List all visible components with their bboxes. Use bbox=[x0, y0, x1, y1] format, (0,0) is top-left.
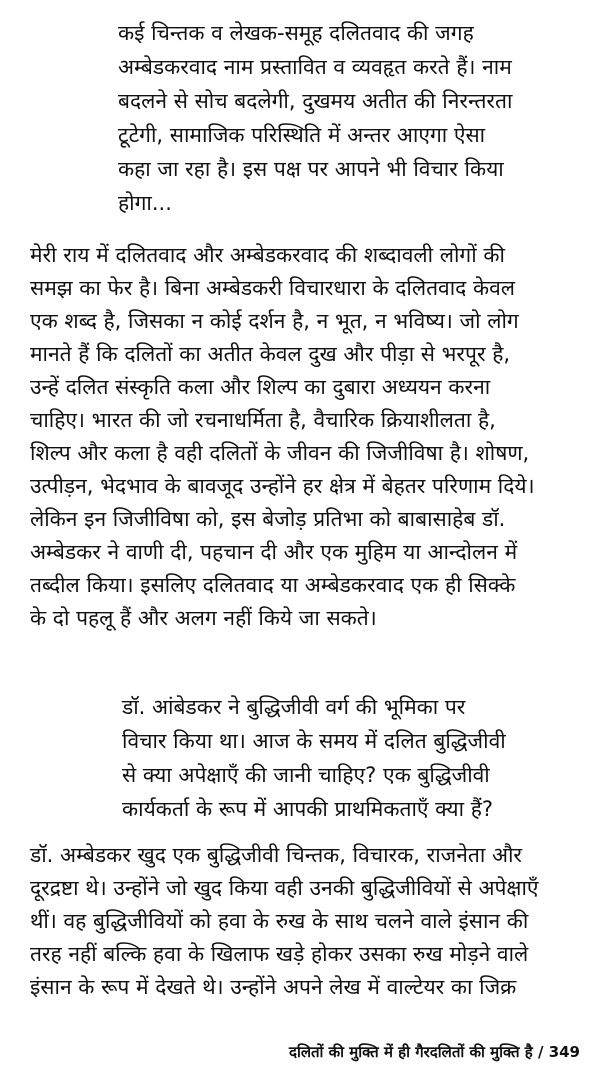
question-2-line: विचार किया था। आज के समय में दलित बुद्धिजीवी bbox=[122, 729, 506, 753]
question-1-line: टूटेगी, सामाजिक परिस्थिति में अन्तर आएगा ऐसा bbox=[118, 123, 486, 147]
question-1-line: अम्बेडकरवाद नाम प्रस्तावित व व्यवहृत करते हैं। नाम bbox=[118, 55, 512, 79]
answer-1-line: चाहिए। भारत की जो रचनाधर्मिता है, वैचारिक क्रियाशीलता है, bbox=[30, 408, 496, 432]
answer-1-line: उत्पीड़न, भेदभाव के बावजूद उन्होंने हर क्षेत्र में बेहतर परिणाम दिये। bbox=[30, 474, 535, 498]
answer-1-line: लेकिन इन जिजीविषा को, इस बेजोड़ प्रतिभा को बाबासाहेब डॉ. bbox=[30, 507, 506, 531]
answer-1-line: के दो पहलू हैं और अलग नहीं किये जा सकते। bbox=[30, 606, 377, 630]
page-number: 349 bbox=[548, 1043, 580, 1061]
answer-1-line: उन्हें दलित संस्कृति कला और शिल्प का दुबारा अध्ययन करना bbox=[30, 375, 491, 399]
page-footer bbox=[270, 1040, 580, 1064]
answer-2-line: इंसान के रूप में देखते थे। उन्होंने अपने लेख में वाल्टेयर का जिक्र bbox=[30, 975, 517, 999]
question-1-line: कई चिन्तक व लेखक-समूह दलितवाद की जगह bbox=[118, 21, 474, 45]
footer-separator: / bbox=[532, 1043, 549, 1061]
question-1-line: बदलने से सोच बदलेगी, दुखमय अतीत की निरन्तरता bbox=[118, 89, 513, 113]
answer-1-line: मानते हैं कि दलितों का अतीत केवल दुख और पीड़ा से भरपूर है, bbox=[30, 342, 511, 366]
answer-1-line: शिल्प और कला है वही दलितों के जीवन की जिजीविषा है। शोषण, bbox=[30, 441, 530, 465]
answer-2-line: तरह नहीं बल्कि हवा के खिलाफ खड़े होकर उसका रुख मोड़ने वाले bbox=[30, 942, 529, 966]
answer-2-line: थीं। वह बुद्धिजीवियों को हवा के रुख के साथ चलने वाले इंसान की bbox=[30, 909, 529, 933]
question-2-line: कार्यकर्ता के रूप में आपकी प्राथमिकताएँ क्या हैं? bbox=[122, 797, 494, 821]
question-2-line: डॉ. आंबेडकर ने बुद्धिजीवी वर्ग की भूमिका पर bbox=[122, 695, 466, 719]
answer-1-line: एक शब्द है, जिसका न कोई दर्शन है, न भूत, न भविष्य। जो लोग bbox=[30, 309, 519, 333]
answer-1-line: समझ का फेर है। बिना अम्बेडकरी विचारधारा के दलितवाद केवल bbox=[30, 276, 516, 300]
running-title: दलितों की मुक्ति में ही गैरदलितों की मुक्ति है bbox=[288, 1043, 533, 1061]
question-2-line: से क्या अपेक्षाएँ की जानी चाहिए? एक बुद्धिजीवी bbox=[122, 763, 490, 787]
answer-1-line: मेरी राय में दलितवाद और अम्बेडकरवाद की शब्दावली लोगों की bbox=[30, 243, 505, 267]
answer-1-line: तब्दील किया। इसलिए दलितवाद या अम्बेडकरवाद एक ही सिक्के bbox=[30, 573, 516, 597]
answer-2-line: डॉ. अम्बेडकर खुद एक बुद्धिजीवी चिन्तक, विचारक, राजनेता और bbox=[30, 843, 523, 867]
question-1-line: होगा... bbox=[118, 191, 172, 215]
question-1-line: कहा जा रहा है। इस पक्ष पर आपने भी विचार किया bbox=[118, 157, 504, 181]
answer-2-line: दूरद्रष्टा थे। उन्होंने जो खुद किया वही उनकी बुद्धिजीवियों से अपेक्षाएँ bbox=[30, 876, 539, 900]
answer-1-line: अम्बेडकर ने वाणी दी, पहचान दी और एक मुहिम या आन्दोलन में bbox=[30, 540, 518, 564]
